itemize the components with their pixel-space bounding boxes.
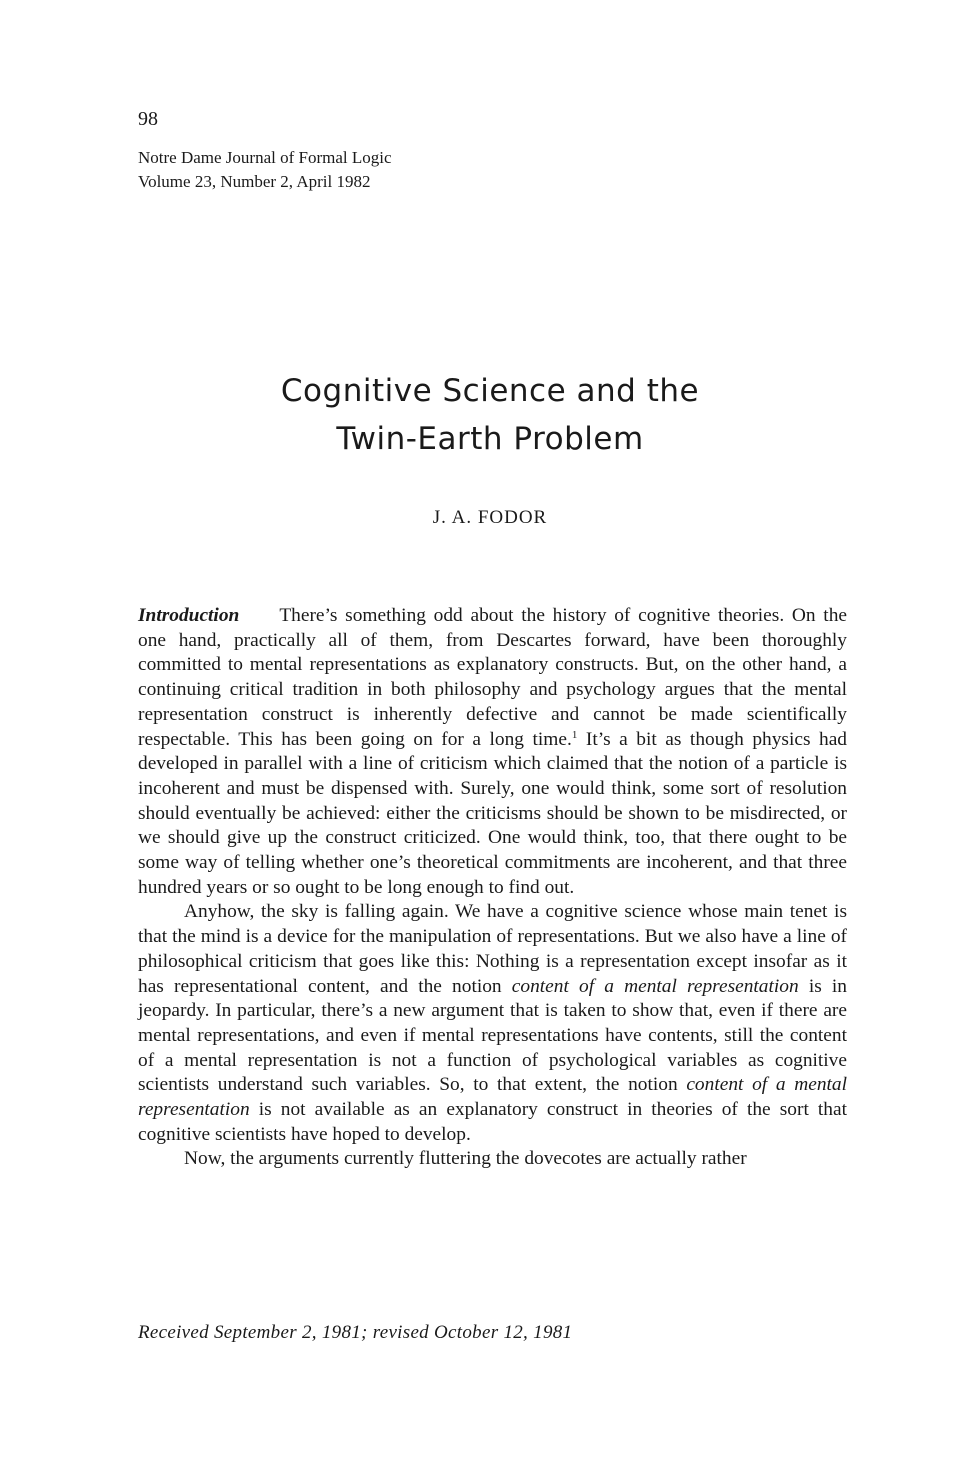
paragraph-1-text-b: It’s a bit as though physics had developed in parallel with a line of criticism which claimed that the notion of a particle is incoherent and must be dispensed with. Surely, one would think, some sort of resolution should eventually be achieved: either the criticisms should be shown to be misdirected, or we should give up the construct criticized. One would think, too, that there ought to be some way of telling whether one’s theoretical commitments are incoherent, and that three hundred years or so ought to be long enough to find out. (138, 728, 847, 898)
paragraph-2-text-c: is not available as an explanatory construct in theories of the sort that cognitive scientists have hoped to develop. (138, 1099, 847, 1145)
journal-info (138, 146, 392, 194)
title-line-2: Twin-Earth Problem (336, 421, 644, 457)
journal-issue: Volume 23, Number 2, April 1982 (138, 172, 371, 191)
paragraph-3-text: Now, the arguments currently fluttering the dovecotes are actually rather (184, 1148, 747, 1170)
section-heading: Introduction (138, 605, 240, 626)
author-name: J. A. FODOR (432, 507, 548, 528)
emphasis-1: content of a mental representation (511, 975, 799, 997)
article-title (0, 367, 980, 463)
paragraph-2 (138, 900, 847, 1147)
paragraph-2-text-a: Anyhow, the sky is falling again. We have a cognitive science whose main tenet is that the mind is a device for the manipulation of representations. But we also have a line of philosophical criticism that goes like this: Nothing is a representation except insofar as it has representational content, and the notion (138, 901, 847, 997)
paragraph-1-text-a: There’s something odd about the history of cognitive theories. On the one hand, practically all of them, from Descartes forward, have been thoroughly committed to mental representations as explanatory constructs. But, on the other hand, a continuing critical tradition in both philosophy and psychology argues that the mental representation construct is inherently defective and cannot be made scientifically respectable. This has been going on for a long time. (138, 605, 847, 750)
emphasis-2: content of a mental representation (138, 1074, 847, 1121)
paragraph-3 (138, 1147, 847, 1172)
footnote-ref[interactable]: 1 (571, 728, 578, 741)
title-line-1: Cognitive Science and the (280, 373, 700, 409)
paragraph-2-text-b: is in jeopardy. In particular, there’s a new argument that is taken to show that, even if there are mental representations, and even if mental representations have contents, still the content of a mental representation is not a function of psychological variables as cognitive scientists understand such variables. So, to that extent, the notion (138, 975, 847, 1096)
journal-name: Notre Dame Journal of Formal Logic (138, 148, 392, 167)
article-body (138, 604, 847, 1172)
received-dates: Received September 2, 1981; revised October 12, 1981 (138, 1322, 573, 1343)
page-number: 98 (138, 108, 158, 130)
paragraph-1 (138, 604, 847, 900)
